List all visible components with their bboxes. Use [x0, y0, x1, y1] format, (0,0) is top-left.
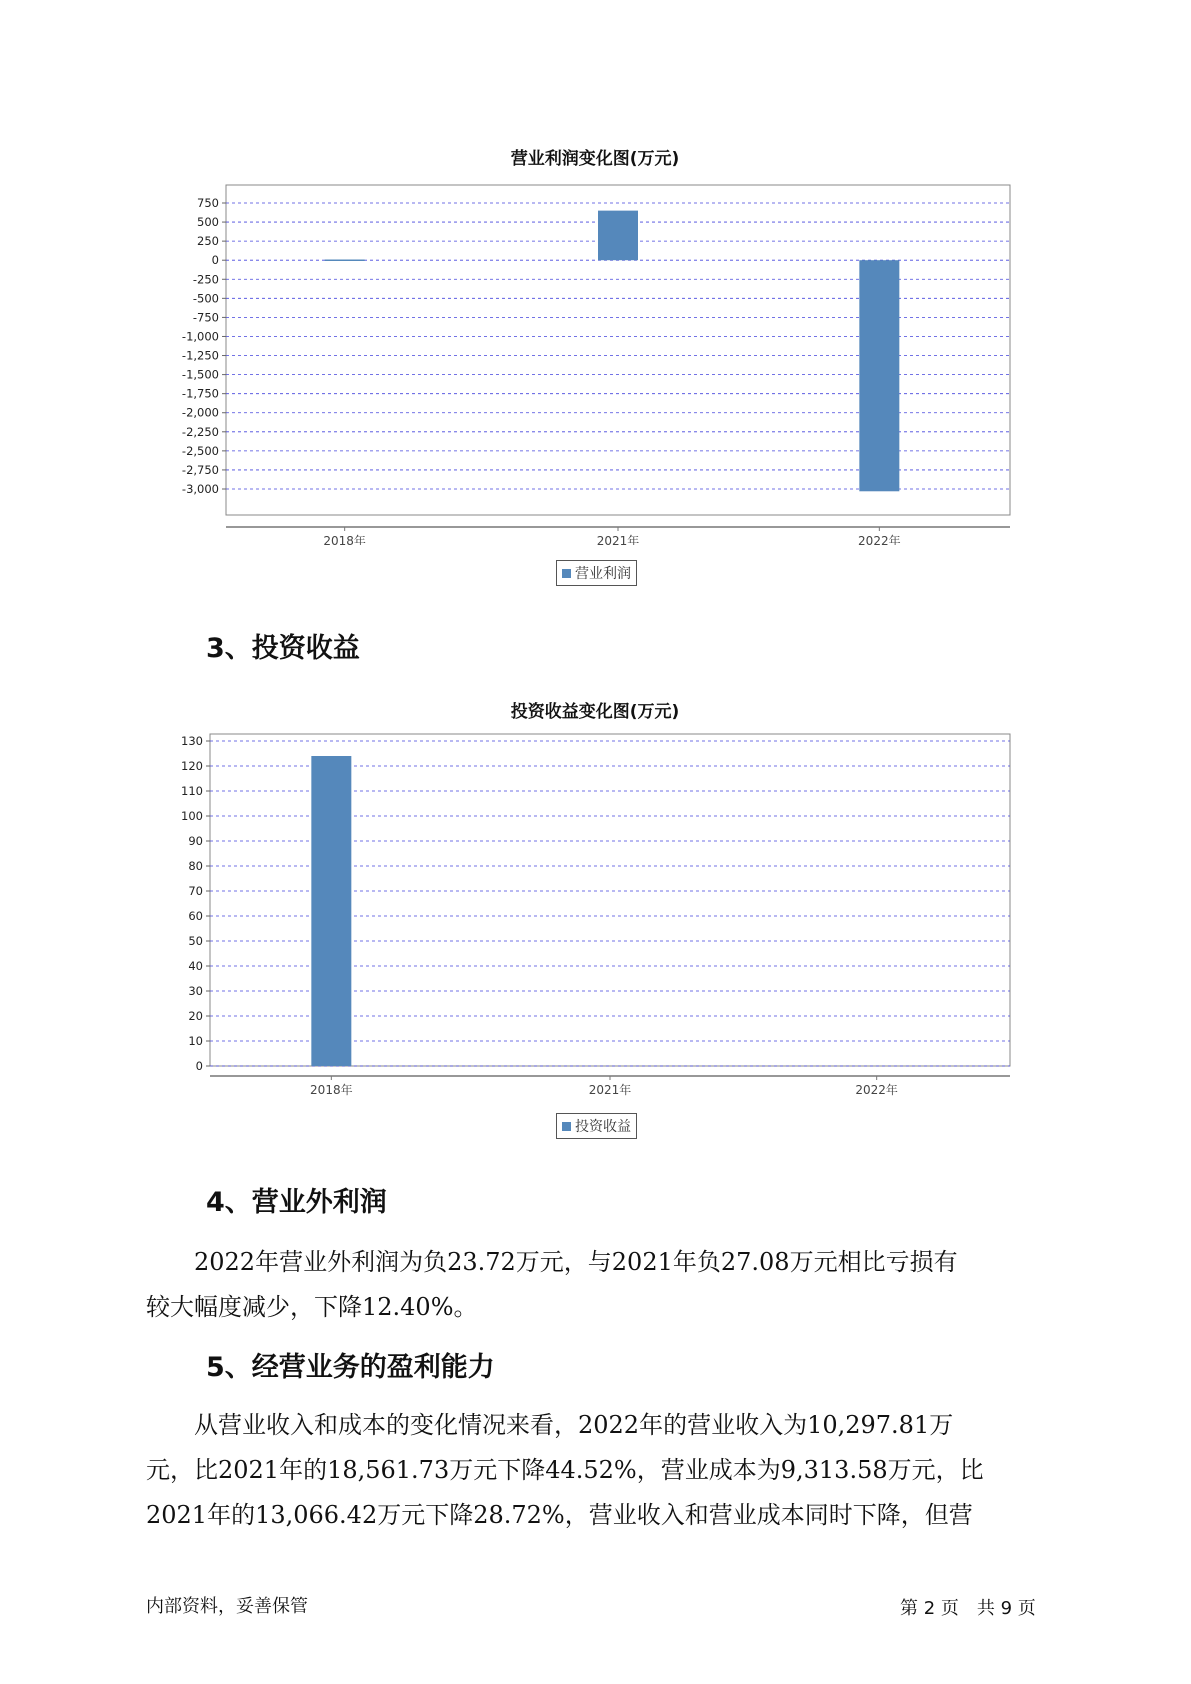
y-tick-label: 80	[188, 859, 203, 873]
y-tick-label: 20	[188, 1009, 203, 1023]
y-tick-label: 0	[195, 1059, 203, 1073]
y-tick-label: 100	[181, 809, 203, 823]
x-tick-label: 2022年	[855, 1083, 898, 1097]
y-tick-label: 30	[188, 984, 203, 998]
x-tick-label: 2021年	[596, 534, 640, 545]
section-heading-profitability: 5、经营业务的盈利能力	[206, 1352, 495, 1383]
y-tick-label: 10	[188, 1034, 203, 1048]
paragraph-line: 2022年营业外利润为负23.72万元，与2021年负27.08万元相比亏损有	[146, 1248, 958, 1276]
y-tick-label: 110	[181, 784, 203, 798]
legend-swatch-icon	[562, 569, 571, 578]
y-tick-label: -1,250	[181, 348, 219, 363]
y-tick-label: 70	[188, 884, 203, 898]
y-tick-label: -3,000	[181, 482, 219, 496]
y-tick-label: 750	[197, 196, 219, 210]
chart-title-operating-profit: 营业利润变化图(万元)	[510, 149, 680, 169]
y-tick-label: 120	[181, 759, 203, 773]
section-heading-investment-income: 3、投资收益	[206, 633, 360, 664]
footer-page-number: 第 2 页 共 9 页	[900, 1598, 1036, 1619]
y-tick-label: 90	[188, 834, 203, 848]
y-tick-label: -2,250	[181, 424, 219, 439]
paragraph-non-operating-profit	[146, 1240, 1066, 1330]
y-tick-label: 130	[181, 734, 203, 748]
y-tick-label: 50	[188, 934, 203, 948]
y-tick-label: -250	[192, 272, 219, 287]
legend-swatch-icon	[562, 1122, 571, 1131]
legend-investment-income	[556, 1113, 637, 1139]
paragraph-line: 较大幅度减少，下降12.40%。	[146, 1293, 478, 1321]
paragraph-profitability	[146, 1403, 1066, 1538]
section-heading-non-operating-profit: 4、营业外利润	[206, 1187, 387, 1218]
y-tick-label: -1,750	[181, 386, 219, 401]
y-tick-label: 500	[197, 215, 219, 230]
bar	[598, 211, 638, 261]
bar	[859, 260, 899, 491]
chart-title-investment-income: 投资收益变化图(万元)	[510, 702, 680, 722]
paragraph-line: 2021年的13,066.42万元下降28.72%，营业收入和营业成本同时下降，但营	[146, 1501, 973, 1529]
y-tick-label: -1,000	[181, 329, 219, 344]
legend-operating-profit	[556, 560, 637, 586]
paragraph-line: 元，比2021年的18,561.73万元下降44.52%，营业成本为9,313.58万元，比	[146, 1456, 984, 1484]
x-tick-label: 2018年	[310, 1083, 353, 1097]
investment-income-chart	[150, 728, 1030, 1098]
y-tick-label: 250	[197, 234, 219, 249]
x-tick-label: 2018年	[323, 534, 366, 545]
x-tick-label: 2022年	[858, 534, 901, 545]
y-tick-label: 40	[188, 959, 203, 973]
x-tick-label: 2021年	[588, 1083, 632, 1097]
bar	[311, 756, 351, 1066]
operating-profit-chart	[150, 175, 1030, 545]
y-tick-label: -2,000	[181, 405, 219, 420]
y-tick-label: -750	[192, 310, 219, 325]
legend-label: 投资收益	[575, 1119, 631, 1135]
y-tick-label: -2,500	[181, 443, 219, 458]
footer-confidential-note: 内部资料，妥善保管	[146, 1596, 308, 1617]
y-tick-label: -1,500	[181, 367, 219, 382]
paragraph-line: 从营业收入和成本的变化情况来看，2022年的营业收入为10,297.81万	[146, 1411, 954, 1439]
y-tick-label: -500	[192, 291, 219, 306]
legend-label: 营业利润	[575, 566, 631, 582]
y-tick-label: -2,750	[181, 462, 219, 477]
y-tick-label: 0	[211, 253, 219, 268]
y-tick-label: 60	[188, 909, 203, 923]
